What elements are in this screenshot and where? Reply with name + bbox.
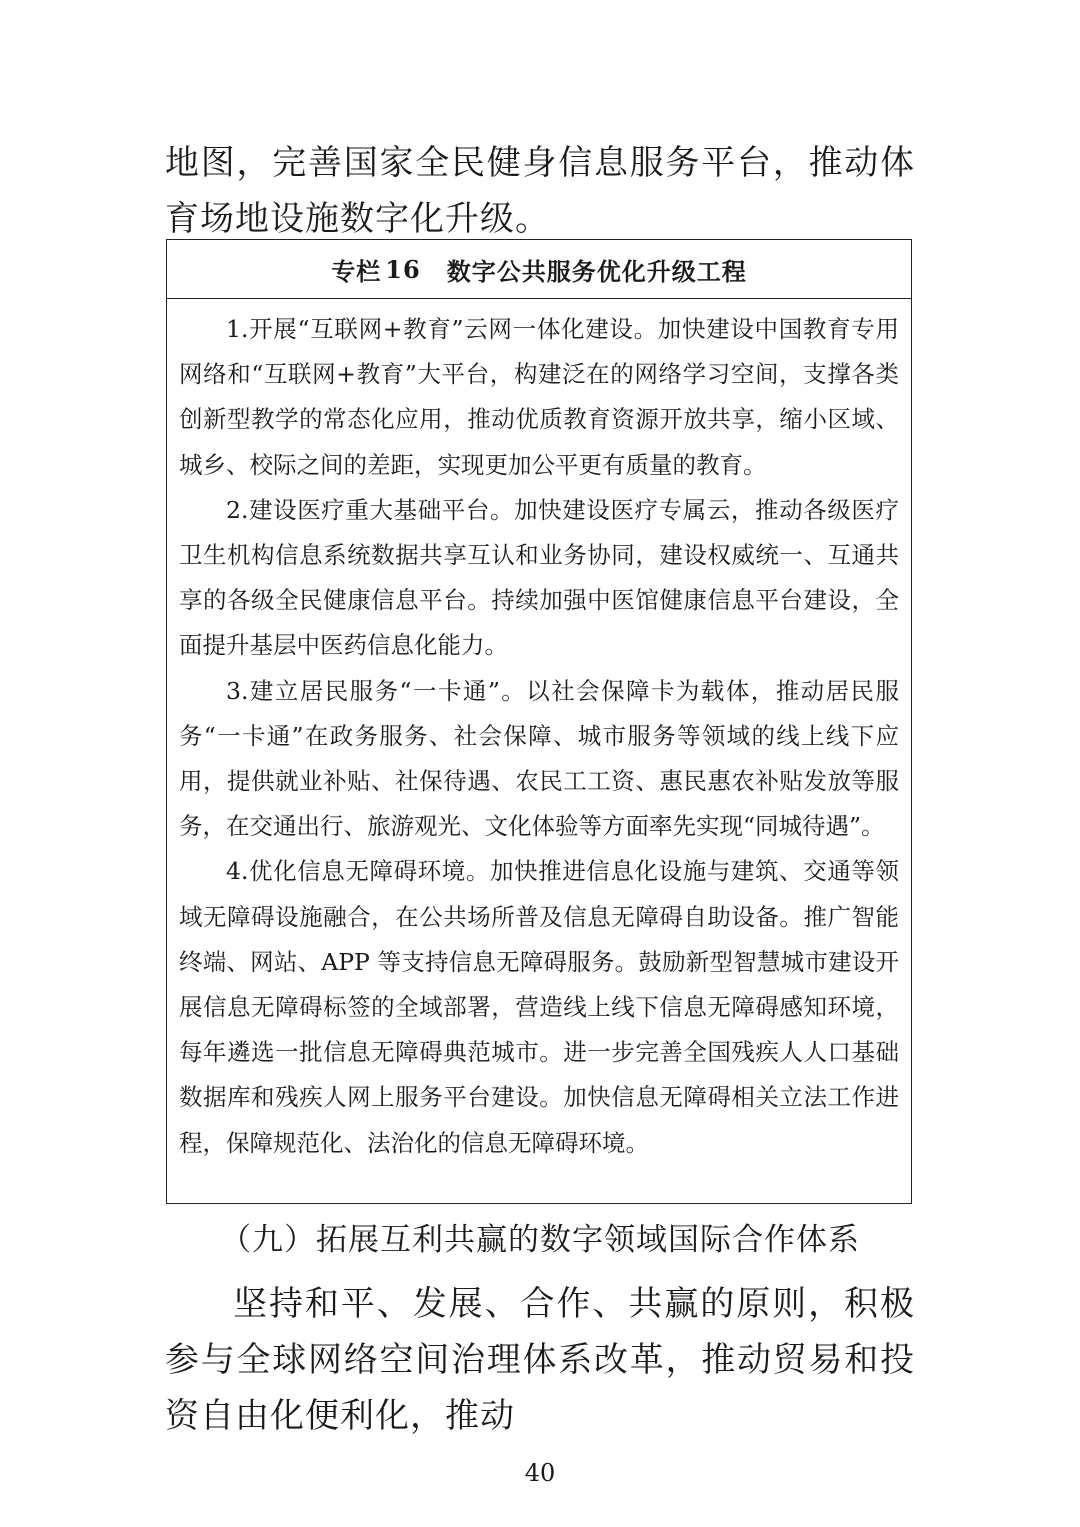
- box-body: [167, 299, 911, 1166]
- box-item-3: 3.建立居民服务“一卡通”。以社会保障卡为载体，推动居民服务“一卡通”在政务服务、社会保障、城市服务等领域的线上线下应用，提供就业补贴、社保待遇、农民工工资、惠民惠农补贴发放等服务，在交通出行、旅游观光、文化体验等方面率先实现“同城待遇”。: [179, 676, 899, 841]
- closing-paragraph: 坚持和平、发展、合作、共赢的原则，积极参与全球网络空间治理体系改革，推动贸易和投资自由化便利化，推动: [165, 1284, 915, 1436]
- box-title: 数字公共服务优化升级工程: [446, 256, 747, 286]
- box-item-2: 2.建设医疗重大基础平台。加快建设医疗专属云，推动各级医疗卫生机构信息系统数据共享互认和业务协同，建设权威统一、互通共享的各级全民健康信息平台。持续加强中医馆健康信息平台建设，全面提升基层中医药信息化能力。: [179, 495, 899, 660]
- feature-box: [166, 239, 912, 1204]
- section-heading: （九）拓展互利共赢的数字领域国际合作体系: [220, 1222, 860, 1258]
- box-title-number: 16: [385, 254, 421, 284]
- intro-paragraph: 地图，完善国家全民健身信息服务平台，推动体育场地设施数字化升级。: [165, 143, 915, 239]
- box-title-prefix: 专栏: [331, 256, 382, 286]
- box-item-1: 1.开展“互联网+教育”云网一体化建设。加快建设中国教育专用网络和“互联网+教育”大平台，构建泛在的网络学习空间，支撑各类创新型教学的常态化应用，推动优质教育资源开放共享，缩小区域、城乡、校际之间的差距，实现更加公平更有质量的教育。: [179, 315, 899, 479]
- box-item-4: 4.优化信息无障碍环境。加快推进信息化设施与建筑、交通等领域无障碍设施融合，在公共场所普及信息无障碍自助设备。推广智能终端、网站、APP 等支持信息无障碍服务。鼓励新型智慧城市建设开展信息无障碍标签的全域部署，营造线上线下信息无障碍感知环境，每年遴选一批信息无障碍典范城市。进一步完善全国残疾人人口基础数据库和残疾人网上服务平台建设。加快信息无障碍相关立法工作进程，保障规范化、法治化的信息无障碍环境。: [179, 857, 899, 1157]
- page-number: 40: [524, 1459, 556, 1487]
- box-title-bar: [167, 240, 911, 299]
